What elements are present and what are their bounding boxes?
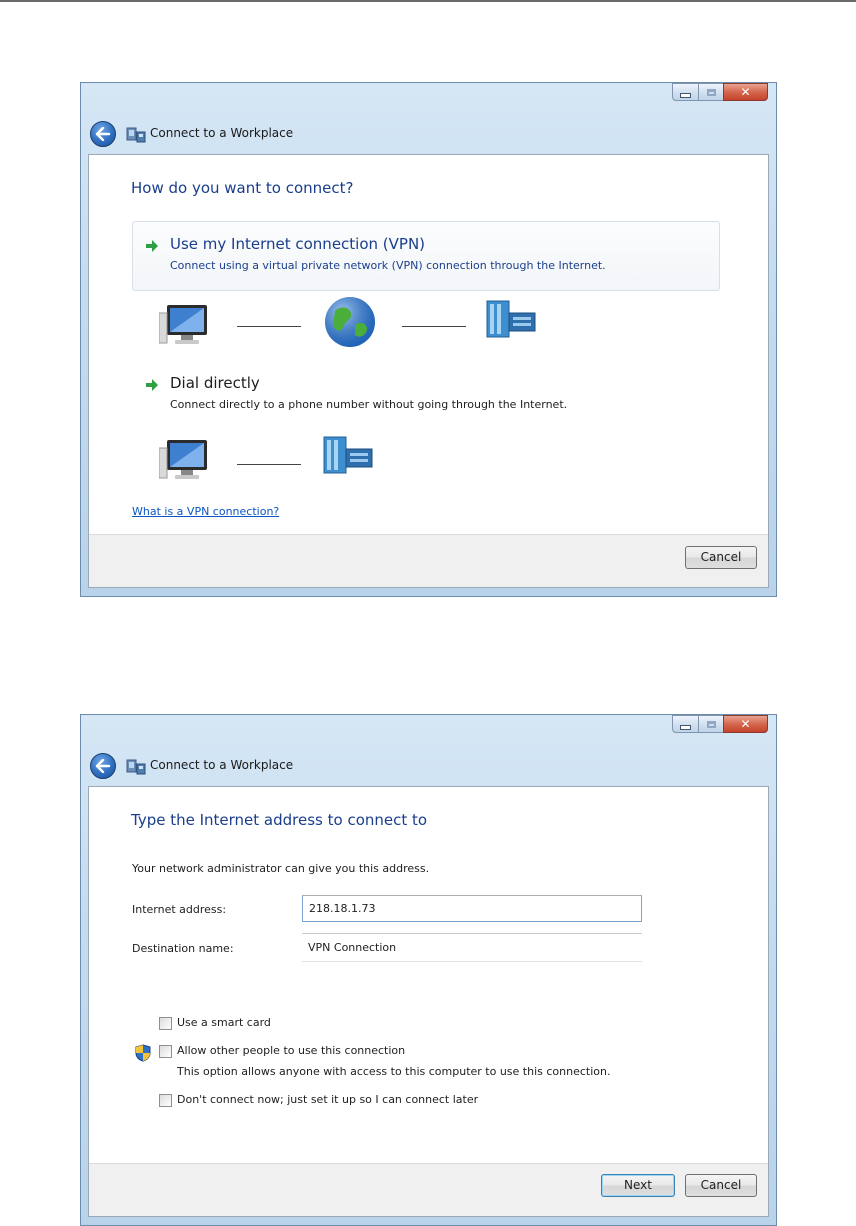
destination-name-input[interactable] bbox=[302, 933, 642, 962]
option-dial-title[interactable]: Dial directly bbox=[170, 374, 260, 392]
cancel-button[interactable]: Cancel bbox=[685, 546, 757, 569]
minimize-button[interactable] bbox=[672, 83, 698, 101]
connector-line bbox=[402, 326, 466, 327]
allow-others-checkbox[interactable] bbox=[159, 1045, 172, 1058]
minimize-icon bbox=[680, 725, 691, 730]
connector-line bbox=[237, 464, 301, 465]
computer-icon bbox=[159, 438, 211, 482]
connect-later-checkbox[interactable] bbox=[159, 1094, 172, 1107]
uac-shield-icon bbox=[135, 1044, 151, 1062]
page-heading: Type the Internet address to connect to bbox=[131, 811, 428, 829]
window-title: Connect to a Workplace bbox=[150, 758, 294, 772]
window-title: Connect to a Workplace bbox=[150, 126, 294, 140]
page-top-rule bbox=[0, 0, 856, 2]
connect-workplace-window-2 bbox=[80, 714, 777, 1226]
next-button[interactable]: Next bbox=[601, 1174, 675, 1197]
option-vpn-title[interactable]: Use my Internet connection (VPN) bbox=[170, 235, 426, 253]
caption-buttons bbox=[672, 83, 768, 101]
maximize-icon bbox=[707, 721, 716, 728]
globe-icon bbox=[323, 295, 377, 349]
option-dial-description: Connect directly to a phone number without going through the Internet. bbox=[170, 398, 568, 411]
destination-name-label: Destination name: bbox=[132, 942, 234, 955]
internet-address-label: Internet address: bbox=[132, 903, 227, 916]
internet-address-input[interactable] bbox=[302, 895, 642, 922]
maximize-button[interactable] bbox=[698, 715, 723, 733]
allow-others-description: This option allows anyone with access to this computer to use this connection. bbox=[177, 1065, 611, 1078]
network-connection-icon bbox=[126, 757, 146, 775]
maximize-button[interactable] bbox=[698, 83, 723, 101]
close-button[interactable] bbox=[723, 715, 768, 733]
minimize-button[interactable] bbox=[672, 715, 698, 733]
connector-line bbox=[237, 326, 301, 327]
network-connection-icon bbox=[126, 125, 146, 143]
close-icon: ✕ bbox=[740, 717, 751, 731]
dialog-client-area bbox=[88, 154, 769, 588]
close-button[interactable] bbox=[723, 83, 768, 101]
allow-others-label[interactable]: Allow other people to use this connection bbox=[177, 1044, 406, 1057]
page-heading: How do you want to connect? bbox=[131, 179, 354, 197]
vpn-help-link[interactable]: What is a VPN connection? bbox=[132, 505, 280, 518]
option-vpn[interactable] bbox=[132, 221, 720, 291]
back-arrow-icon bbox=[95, 127, 111, 141]
caption-buttons bbox=[672, 715, 768, 733]
computer-icon bbox=[159, 303, 211, 347]
green-arrow-icon bbox=[145, 239, 159, 253]
dialog-footer bbox=[89, 534, 768, 587]
back-button[interactable] bbox=[90, 121, 116, 147]
close-icon: ✕ bbox=[740, 85, 751, 99]
office-building-icon bbox=[322, 435, 378, 475]
maximize-icon bbox=[707, 89, 716, 96]
green-arrow-icon bbox=[145, 378, 159, 392]
dialog-client-area bbox=[88, 786, 769, 1217]
smart-card-checkbox[interactable] bbox=[159, 1017, 172, 1030]
dialog-footer bbox=[89, 1163, 768, 1216]
intro-text: Your network administrator can give you this address. bbox=[132, 862, 430, 875]
option-vpn-description: Connect using a virtual private network (VPN) connection through the Internet. bbox=[170, 259, 606, 272]
cancel-button[interactable]: Cancel bbox=[685, 1174, 757, 1197]
connect-later-label[interactable]: Don't connect now; just set it up so I can connect later bbox=[177, 1093, 479, 1106]
office-building-icon bbox=[485, 299, 541, 339]
back-arrow-icon bbox=[95, 759, 111, 773]
smart-card-label[interactable]: Use a smart card bbox=[177, 1016, 271, 1029]
back-button[interactable] bbox=[90, 753, 116, 779]
connect-workplace-window-1 bbox=[80, 82, 777, 597]
minimize-icon bbox=[680, 93, 691, 98]
